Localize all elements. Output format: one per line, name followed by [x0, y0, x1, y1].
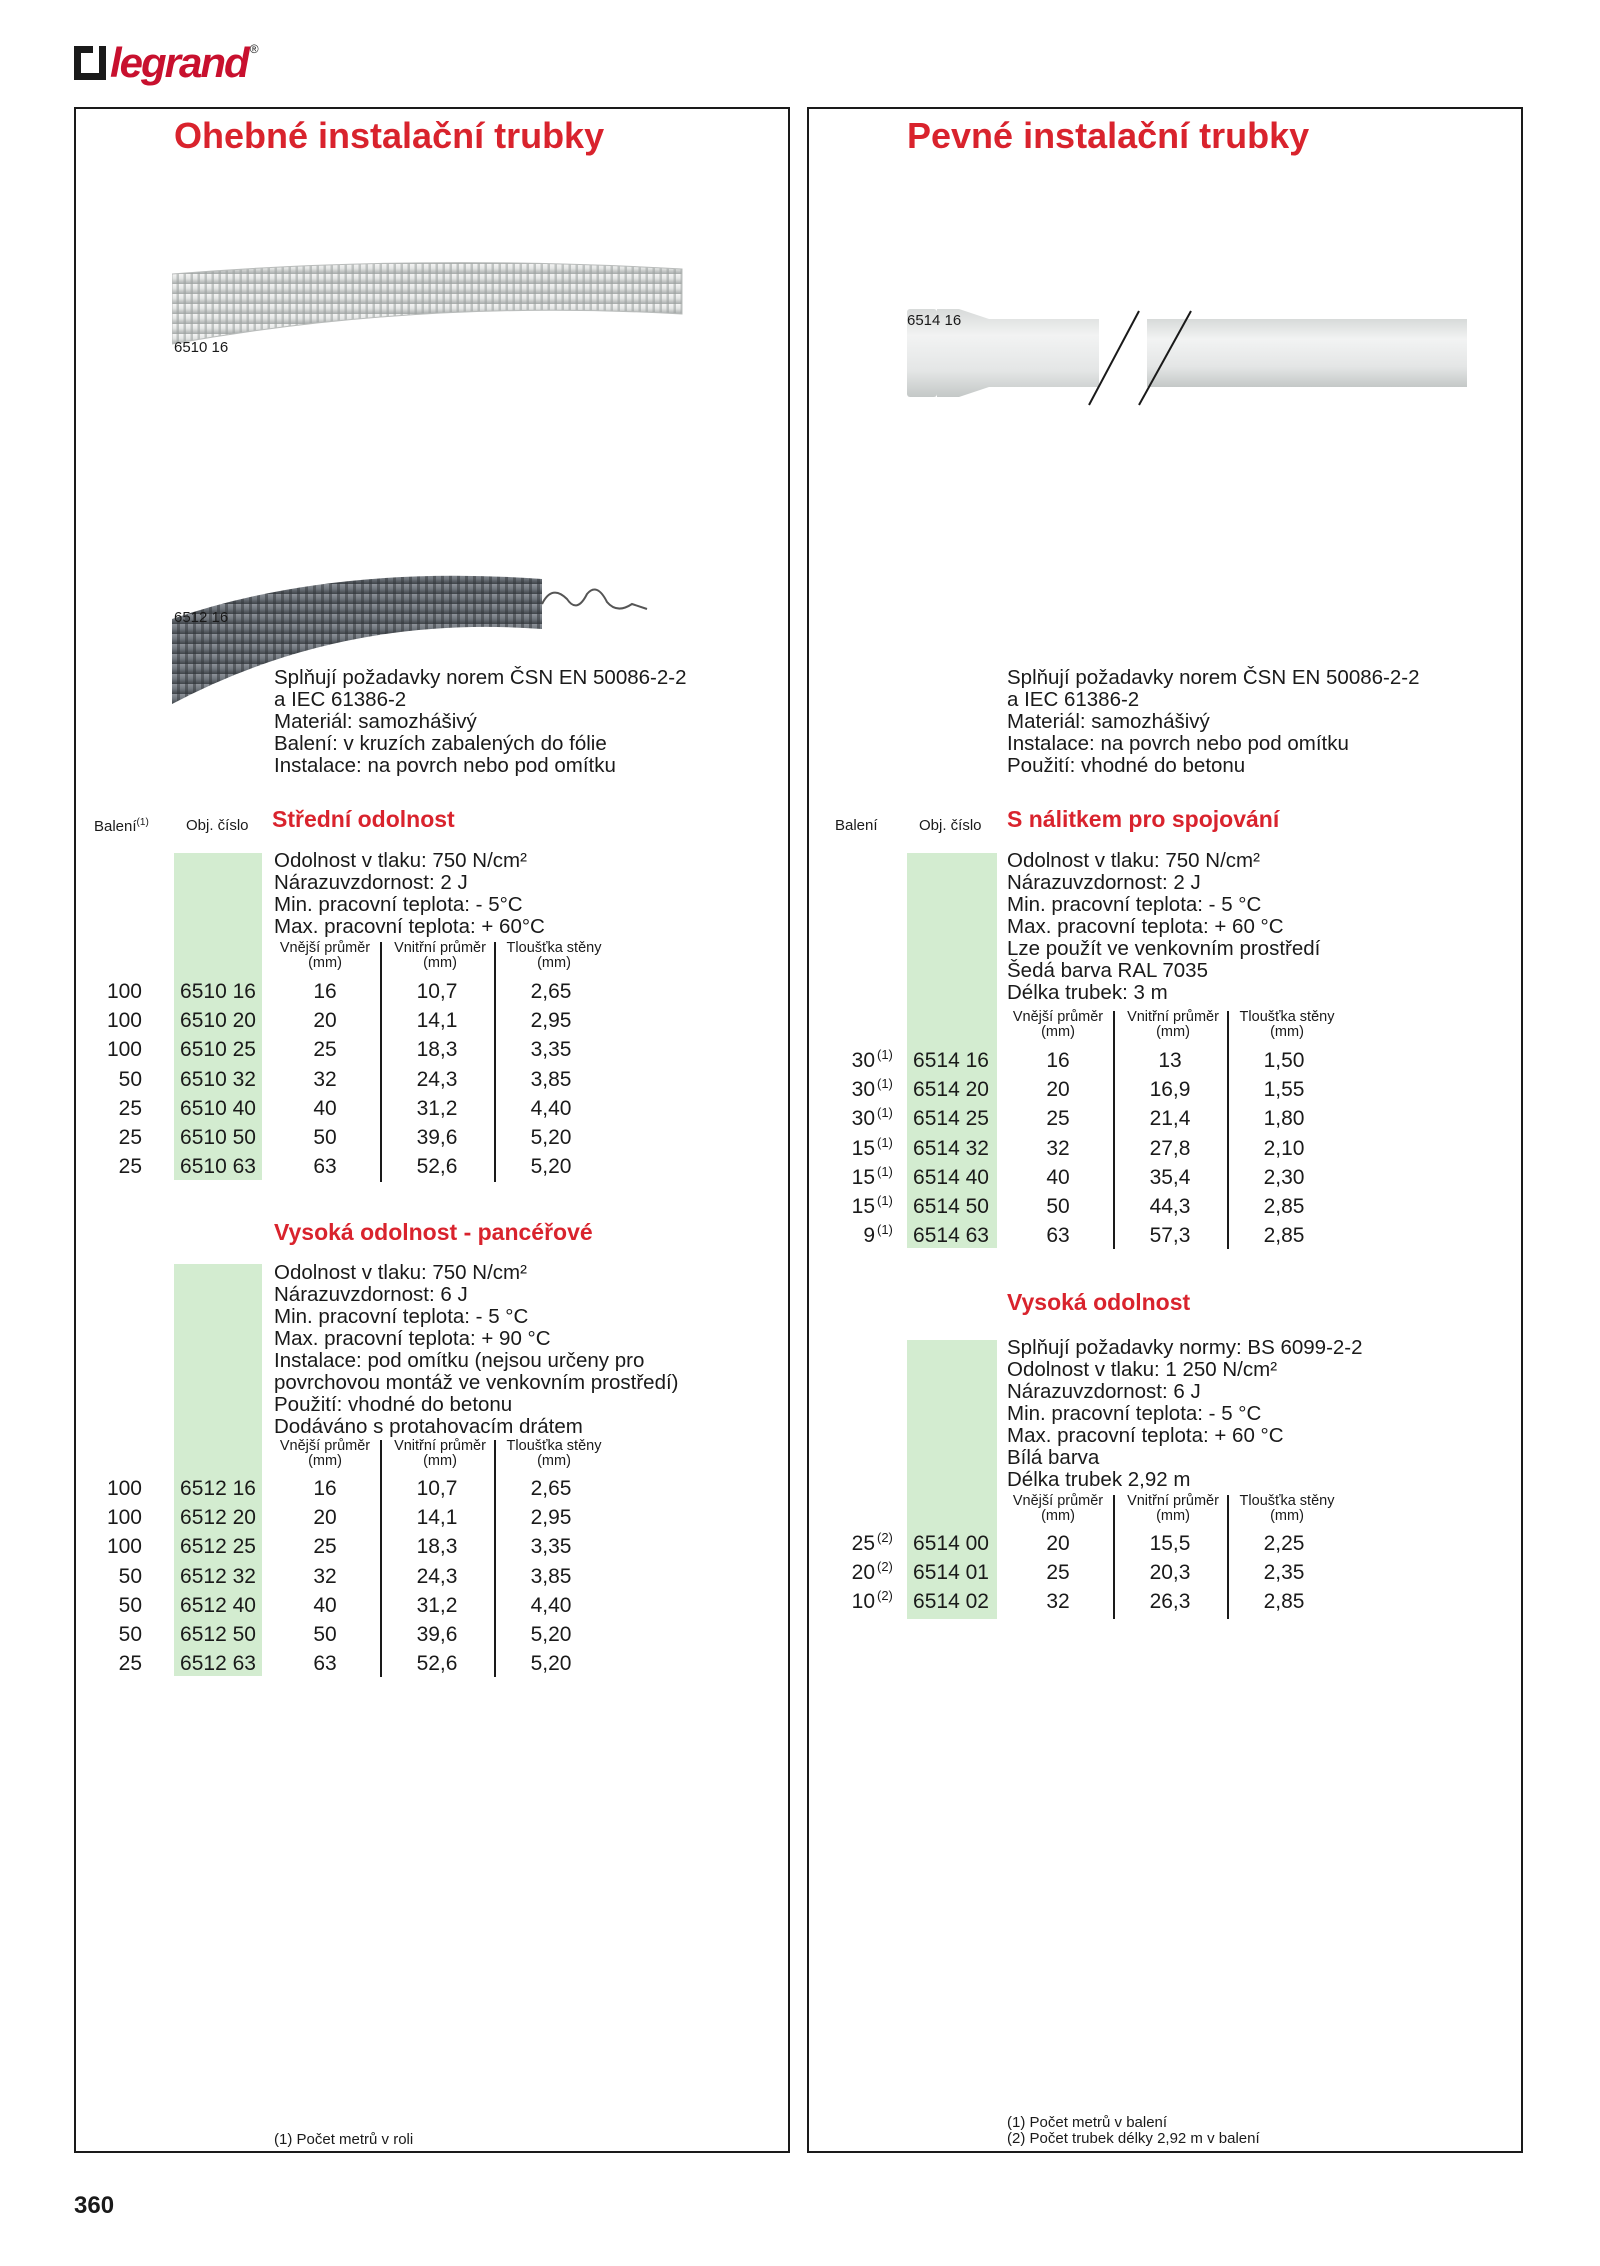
cell-pack-note: (1)	[877, 1076, 893, 1092]
cell-outer: 25	[313, 1038, 337, 1062]
table-row	[76, 1035, 792, 1064]
brand-name: legrand	[110, 39, 248, 86]
col-outer-diameter: Vnější průměr (mm)	[279, 940, 371, 971]
cell-wall: 3,35	[530, 1535, 572, 1559]
cell-pack: 20	[851, 1561, 875, 1585]
cell-wall: 2,85	[1263, 1224, 1305, 1248]
table-row	[76, 1562, 792, 1591]
cell-wall: 3,85	[530, 1067, 572, 1091]
header-code: Obj. číslo	[919, 817, 982, 834]
cell-pack: 25	[118, 1652, 142, 1676]
cell-outer: 25	[1046, 1561, 1070, 1585]
cell-inner: 57,3	[1149, 1224, 1191, 1248]
cell-outer: 63	[1046, 1224, 1070, 1248]
table-row	[809, 1221, 1525, 1250]
cell-inner: 39,6	[416, 1126, 458, 1149]
cell-inner: 10,7	[416, 980, 458, 1003]
cell-outer: 50	[313, 1126, 337, 1149]
col-outer-diameter: Vnější průměr (mm)	[279, 1438, 371, 1469]
header-packaging: Balení$^{(1)}$	[94, 817, 149, 835]
cell-inner: 20,3	[1149, 1561, 1191, 1585]
cell-code: 6512 25	[180, 1535, 256, 1559]
table-row	[809, 1134, 1525, 1163]
cell-pack-note: (2)	[877, 1559, 893, 1575]
cell-code: 6512 32	[180, 1564, 256, 1588]
table-row	[76, 977, 792, 1006]
cell-pack: 50	[118, 1623, 142, 1646]
cell-wall: 2,30	[1263, 1165, 1305, 1189]
page-number: 360	[74, 2192, 115, 2219]
cell-code: 6510 40	[180, 1096, 256, 1120]
cell-wall: 2,65	[530, 1477, 572, 1500]
cell-inner: 27,8	[1149, 1136, 1191, 1160]
cell-pack: 25	[118, 1155, 142, 1179]
cell-pack: 25	[118, 1126, 142, 1149]
table-row	[76, 1152, 792, 1181]
table-row	[809, 1046, 1525, 1075]
col-inner-diameter: Vnitřní průměr (mm)	[394, 940, 486, 971]
cell-outer: 40	[1046, 1165, 1070, 1189]
cell-wall: 4,40	[530, 1593, 572, 1617]
cell-wall: 1,55	[1263, 1078, 1305, 1102]
cell-outer: 32	[1046, 1590, 1070, 1614]
cell-inner: 15,5	[1149, 1532, 1191, 1555]
cell-code: 6510 25	[180, 1038, 256, 1062]
section-socket-specs: Odolnost v tlaku: 750 N/cm² Nárazuvzdornost: 2 J Min. pracovní teplota: - 5 °C Max. pracovní teplota: + 60 °C Lze použít ve venkovním prostředí Šedá barva RAL 7035 Délka trubek: 3 m	[1007, 849, 1321, 1004]
cell-wall: 2,95	[530, 1506, 572, 1530]
col-wall-thickness: Tloušťka stěny (mm)	[506, 940, 602, 971]
cell-inner: 18,3	[416, 1038, 458, 1062]
cell-wall: 4,40	[530, 1096, 572, 1120]
cell-inner: 24,3	[416, 1564, 458, 1588]
cell-wall: 3,85	[530, 1564, 572, 1588]
right-image-caption: 6514 16	[907, 312, 962, 329]
cell-wall: 5,20	[530, 1155, 572, 1179]
cell-code: 6514 32	[913, 1136, 989, 1160]
cell-code: 6514 40	[913, 1165, 989, 1189]
col-wall-thickness: Tloušťka stěny (mm)	[506, 1438, 602, 1469]
cell-code: 6514 01	[913, 1561, 989, 1585]
cell-outer: 16	[313, 1477, 337, 1500]
cell-inner: 39,6	[416, 1623, 458, 1646]
cell-outer: 25	[1046, 1107, 1070, 1131]
cell-wall: 3,35	[530, 1038, 572, 1062]
col-inner-diameter: Vnitřní průměr (mm)	[1127, 1009, 1219, 1040]
cell-pack: 50	[118, 1067, 142, 1091]
col-inner-diameter: Vnitřní průměr (mm)	[1127, 1493, 1219, 1524]
table-row	[76, 1503, 792, 1532]
rigid-conduits-panel	[807, 107, 1523, 2153]
cell-code: 6514 20	[913, 1078, 989, 1102]
cell-wall: 5,20	[530, 1652, 572, 1676]
table-row	[809, 1163, 1525, 1192]
section-high-specs: Splňují požadavky normy: BS 6099-2-2 Odolnost v tlaku: 1 250 N/cm² Nárazuvzdornost: 6 J Min. pracovní teplota: - 5 °C Max. pracovní teplota: + 60 °C Bílá barva Délka trubek 2,92 m	[1007, 1336, 1363, 1491]
cell-outer: 40	[313, 1593, 337, 1617]
section-high-title: Vysoká odolnost - pancéřové	[274, 1219, 593, 1245]
cell-outer: 63	[313, 1155, 337, 1179]
cell-pack: 100	[106, 1535, 142, 1559]
cell-code: 6512 20	[180, 1506, 256, 1530]
table-row	[809, 1104, 1525, 1133]
cell-code: 6514 63	[913, 1224, 989, 1248]
cell-pack: 50	[118, 1593, 142, 1617]
flexible-conduits-panel	[74, 107, 790, 2153]
cell-outer: 32	[313, 1564, 337, 1588]
cell-outer: 20	[313, 1009, 337, 1033]
cell-outer: 32	[1046, 1136, 1070, 1160]
cell-wall: 2,95	[530, 1009, 572, 1033]
cell-outer: 16	[1046, 1049, 1070, 1072]
right-title: Pevné instalační trubky	[907, 115, 1310, 156]
cell-code: 6512 16	[180, 1477, 256, 1500]
cell-inner: 35,4	[1149, 1165, 1191, 1189]
cell-pack: 100	[106, 1506, 142, 1530]
brand-reg-mark: ®	[249, 42, 259, 56]
table-row	[76, 1620, 792, 1649]
cell-code: 6514 02	[913, 1590, 989, 1614]
cell-pack-note: (1)	[877, 1134, 893, 1150]
left-footnote: (1) Počet metrů v roli	[274, 2131, 414, 2148]
cell-pack-note: (1)	[877, 1222, 893, 1238]
col-wall-thickness: Tloušťka stěny (mm)	[1239, 1009, 1335, 1040]
cell-outer: 32	[313, 1067, 337, 1091]
left-title: Ohebné instalační trubky	[174, 115, 605, 156]
col-wall-thickness: Tloušťka stěny (mm)	[1239, 1493, 1335, 1524]
cell-code: 6514 50	[913, 1195, 989, 1218]
cell-code: 6514 16	[913, 1049, 989, 1072]
cell-inner: 10,7	[416, 1477, 458, 1500]
cell-inner: 31,2	[416, 1593, 458, 1617]
cell-code: 6512 63	[180, 1652, 256, 1676]
cell-pack: 15	[851, 1165, 875, 1189]
cell-code: 6514 25	[913, 1107, 989, 1131]
cell-pack-note: (1)	[877, 1047, 893, 1062]
section-medium-specs: Odolnost v tlaku: 750 N/cm² Nárazuvzdornost: 2 J Min. pracovní teplota: - 5°C Max. pracovní teplota: + 60°C	[274, 849, 545, 938]
cell-code: 6510 32	[180, 1067, 256, 1091]
cell-inner: 31,2	[416, 1096, 458, 1120]
cell-pack: 100	[106, 1009, 142, 1033]
table-row	[809, 1587, 1525, 1616]
cell-outer: 20	[313, 1506, 337, 1530]
cell-wall: 2,65	[530, 980, 572, 1003]
cell-pack: 100	[106, 980, 142, 1003]
cell-inner: 18,3	[416, 1535, 458, 1559]
rigid-tube-image	[899, 199, 1479, 419]
col-inner-diameter: Vnitřní průměr (mm)	[394, 1438, 486, 1469]
cell-pack-note: (1)	[877, 1163, 893, 1179]
cell-outer: 50	[1046, 1195, 1070, 1218]
cell-pack: 15	[851, 1136, 875, 1160]
cell-wall: 5,20	[530, 1623, 572, 1646]
cell-pack: 100	[106, 1477, 142, 1500]
cell-inner: 14,1	[416, 1506, 458, 1530]
cell-inner: 52,6	[416, 1155, 458, 1179]
cell-pack: 30	[851, 1107, 875, 1131]
cell-pack: 10	[851, 1590, 875, 1614]
cell-inner: 24,3	[416, 1067, 458, 1091]
table-row	[809, 1192, 1525, 1221]
cell-inner: 26,3	[1149, 1590, 1191, 1614]
cell-pack: 30	[851, 1049, 875, 1072]
cell-wall: 2,25	[1263, 1532, 1305, 1555]
table-row	[76, 1123, 792, 1152]
image2-caption: 6512 16	[174, 609, 229, 626]
table-row	[76, 1591, 792, 1620]
cell-wall: 2,10	[1263, 1136, 1305, 1160]
section-medium-title: Střední odolnost	[272, 806, 455, 832]
cell-outer: 25	[313, 1535, 337, 1559]
cell-pack: 100	[106, 1038, 142, 1062]
section-socket-title: S nálitkem pro spojování	[1007, 806, 1280, 832]
section-high-title: Vysoká odolnost	[1007, 1289, 1191, 1315]
cell-wall: 1,80	[1263, 1107, 1305, 1131]
cell-outer: 20	[1046, 1078, 1070, 1102]
header-packaging: Balení	[835, 817, 878, 834]
logo-mark-icon	[74, 46, 106, 80]
cell-pack-note: (2)	[877, 1588, 893, 1604]
cell-code: 6514 00	[913, 1532, 989, 1555]
cell-outer: 63	[313, 1652, 337, 1676]
cell-pack-note: (2)	[877, 1530, 893, 1545]
cell-wall: 1,50	[1263, 1049, 1305, 1072]
cell-outer: 50	[313, 1623, 337, 1646]
cell-code: 6510 16	[180, 980, 256, 1003]
cell-code: 6512 40	[180, 1593, 256, 1617]
cell-inner: 44,3	[1149, 1195, 1191, 1218]
left-description: Splňují požadavky norem ČSN EN 50086-2-2 a IEC 61386-2 Materiál: samozhášivý Balení: v kruzích zabalených do fólie Instalace: na povrch nebo pod omítku	[274, 666, 687, 777]
cell-pack: 9	[863, 1224, 875, 1248]
legrand-logo	[74, 40, 259, 86]
cell-code: 6512 50	[180, 1623, 256, 1646]
cell-pack-note: (1)	[877, 1105, 893, 1121]
section-high-specs: Odolnost v tlaku: 750 N/cm² Nárazuvzdornost: 6 J Min. pracovní teplota: - 5 °C Max. pracovní teplota: + 90 °C Instalace: pod omítku (nejsou určeny pro povrchovou montáž ve venkovním prostředí) Použití: vhodné do betonu Dodáváno s protahovacím drátem	[274, 1261, 679, 1438]
cell-pack: 25	[851, 1532, 875, 1555]
cell-inner: 16,9	[1149, 1078, 1191, 1102]
cell-pack-note: (1)	[877, 1193, 893, 1208]
table-row	[76, 1094, 792, 1123]
col-outer-diameter: Vnější průměr (mm)	[1012, 1493, 1104, 1524]
cell-pack: 25	[118, 1096, 142, 1120]
cell-code: 6510 20	[180, 1009, 256, 1033]
cell-wall: 2,85	[1263, 1195, 1305, 1218]
cell-inner: 21,4	[1149, 1107, 1191, 1131]
image1-caption: 6510 16	[174, 339, 229, 356]
cell-wall: 5,20	[530, 1126, 572, 1149]
cell-wall: 2,85	[1263, 1590, 1305, 1614]
col-outer-diameter: Vnější průměr (mm)	[1012, 1009, 1104, 1040]
table-row	[76, 1532, 792, 1561]
cell-pack: 50	[118, 1564, 142, 1588]
cell-pack: 15	[851, 1195, 875, 1218]
table-row	[809, 1075, 1525, 1104]
table-row	[76, 1649, 792, 1678]
tube-6510-image	[172, 234, 772, 444]
table-row	[76, 1474, 792, 1503]
cell-outer: 40	[313, 1096, 337, 1120]
header-code: Obj. číslo	[186, 817, 249, 834]
cell-code: 6510 63	[180, 1155, 256, 1179]
cell-pack: 30	[851, 1078, 875, 1102]
cell-inner: 13	[1158, 1049, 1182, 1072]
table-row	[76, 1065, 792, 1094]
cell-code: 6510 50	[180, 1126, 256, 1149]
table-row	[809, 1529, 1525, 1558]
right-description: Splňují požadavky norem ČSN EN 50086-2-2 a IEC 61386-2 Materiál: samozhášivý Instalace: na povrch nebo pod omítku Použití: vhodné do betonu	[1007, 666, 1420, 777]
cell-outer: 20	[1046, 1532, 1070, 1555]
cell-inner: 14,1	[416, 1009, 458, 1033]
table-row	[809, 1558, 1525, 1587]
cell-outer: 16	[313, 980, 337, 1003]
table-row	[76, 1006, 792, 1035]
cell-inner: 52,6	[416, 1652, 458, 1676]
right-footnote: (1) Počet metrů v balení (2) Počet trubek délky 2,92 m v balení	[1007, 2114, 1260, 2147]
cell-wall: 2,35	[1263, 1561, 1305, 1585]
